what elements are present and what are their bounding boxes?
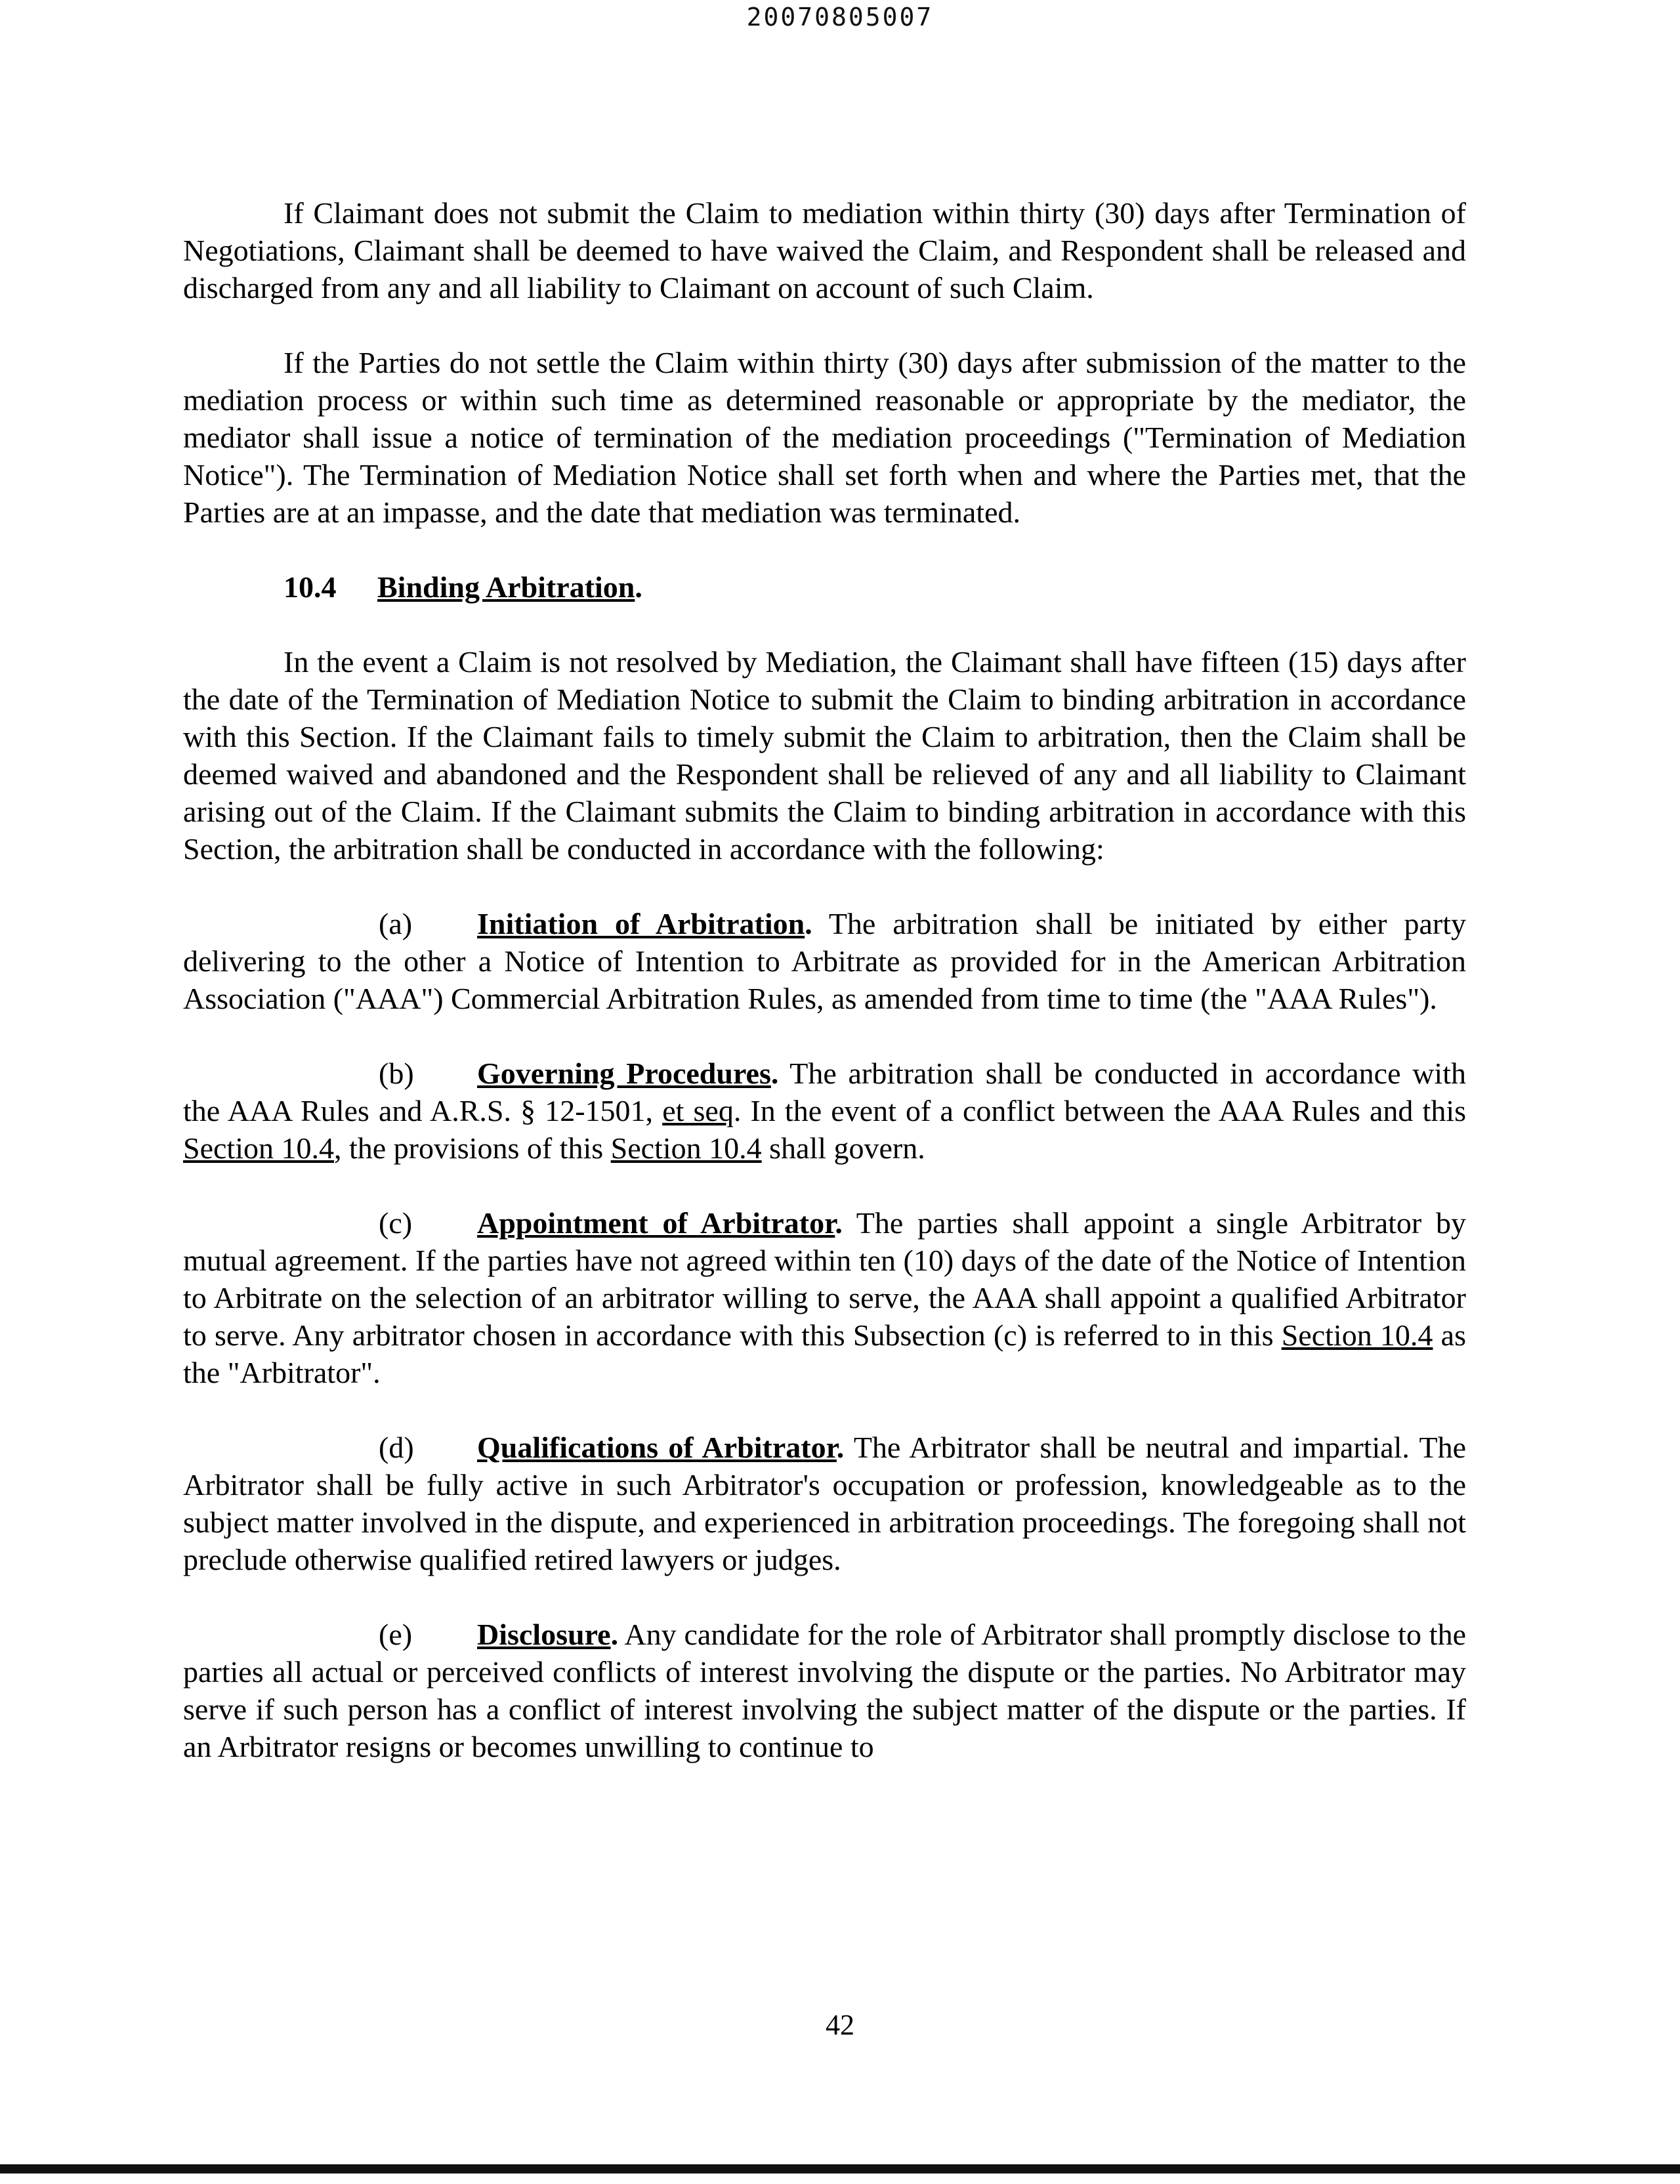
section-title: Binding Arbitration [377,570,635,604]
subsection-b [183,1055,1466,1167]
subsection-title: Qualifications of Arbitrator [477,1431,837,1464]
subsection-text: The arbitration shall be initiated by either party delivering to the other a Notice of Intention to Arbitrate as provided for in the American Arbitration Association ("AAA") Commercial Arbitration Rules, as amended from time to time (the "AAA Rules"). [183,907,1466,1015]
paragraph-mediation-termination: If the Parties do not settle the Claim within thirty (30) days after submission of the matter to the mediation process or within such time as determined reasonable or appropriate by the mediator, the mediator shall issue a notice of termination of the mediation proceedings ("Termination of Mediation Notice"). The Termination of Mediation Notice shall set forth when and where the Parties met, that the Parties are at an impasse, and the date that mediation was terminated. [183,346,1466,529]
et-seq-citation: et seq [662,1094,734,1127]
subsection-text: The Arbitrator shall be neutral and impartial. The Arbitrator shall be fully active in such Arbitrator's occupation or profession, knowledgeable as to the subject matter involved in the dispute, and experienced in arbitration proceedings. The foregoing shall not preclude otherwise qualified retired lawyers or judges. [183,1431,1466,1576]
subsection-text: The arbitration shall be conducted in accordance with the AAA Rules and A.R.S. § 12-1501, [183,1057,1466,1127]
subsection-text: . In the event of a conflict between the AAA Rules and this [733,1094,1466,1127]
subsection-d [183,1429,1466,1578]
page-number: 42 [826,2009,854,2041]
section-title-period: . [635,570,642,604]
subsection-text: The parties shall appoint a single Arbitrator by mutual agreement. If the parties have not agreed within ten (10) days of the date of the Notice of Intention to Arbitrate on the selection of an arbitrator willing to serve, the AAA shall appoint a qualified Arbitrator to serve. Any arbitrator chosen in accordance with this Subsection (c) is referred to in this [183,1206,1466,1352]
subsection-title: Governing Procedures [477,1057,771,1090]
paragraph-mediation-waiver: If Claimant does not submit the Claim to mediation within thirty (30) days after Termination of Negotiations, Claimant shall be deemed to have waived the Claim, and Respondent shall be released and discharged from any and all liability to Claimant on account of such Claim. [183,196,1466,304]
subsection-title-period: . [770,1057,779,1090]
subsection-text: shall govern. [761,1131,925,1165]
paragraph-binding-arbitration: In the event a Claim is not resolved by Mediation, the Claimant shall have fifteen (15) days after the date of the Termination of Mediation Notice to submit the Claim to binding arbitration in accordance with this Section. If the Claimant fails to timely submit the Claim to arbitration, then the Claim shall be deemed waived and abandoned and the Respondent shall be relieved of any and all liability to Claimant arising out of the Claim. If the Claimant submits the Claim to binding arbitration in accordance with this Section, the arbitration shall be conducted in accordance with the following: [183,645,1466,866]
subsection-title-period: . [835,1206,843,1240]
section-reference: Section 10.4 [183,1131,334,1165]
section-heading [284,568,1466,606]
subsection-letter: (d) [379,1431,414,1464]
subsection-title: Initiation of Arbitration [477,907,805,940]
subsection-title-period: . [805,907,812,940]
subsection-title-period: . [836,1431,845,1464]
subsection-title-period: . [610,1618,619,1651]
subsection-title: Appointment of Arbitrator [477,1206,835,1240]
subsection-a [183,905,1466,1017]
subsection-letter: (a) [379,907,413,940]
subsection-letter: (b) [379,1057,414,1090]
section-reference: Section 10.4 [610,1131,762,1165]
subsection-letter: (e) [379,1618,413,1651]
subsection-c [183,1204,1466,1391]
subsection-letter: (c) [379,1206,413,1240]
subsection-text: , the provisions of this [333,1131,611,1165]
subsection-title: Disclosure [477,1618,611,1651]
subsection-text: Any candidate for the role of Arbitrator shall promptly disclose to the parties all actual or perceived conflicts of interest involving the dispute or the parties. No Arbitrator may serve if such person has a conflict of interest involving the subject matter of the dispute or the parties. If an Arbitrator resigns or becomes unwilling to continue to [183,1618,1466,1763]
bottom-border-rule [0,2164,1680,2174]
subsection-text: as the "Arbitrator". [183,1318,1466,1389]
document-body [183,194,1466,1803]
section-reference: Section 10.4 [1281,1318,1433,1352]
subsection-e [183,1616,1466,1765]
document-number: 20070805007 [746,3,934,32]
section-number: 10.4 [284,570,337,604]
